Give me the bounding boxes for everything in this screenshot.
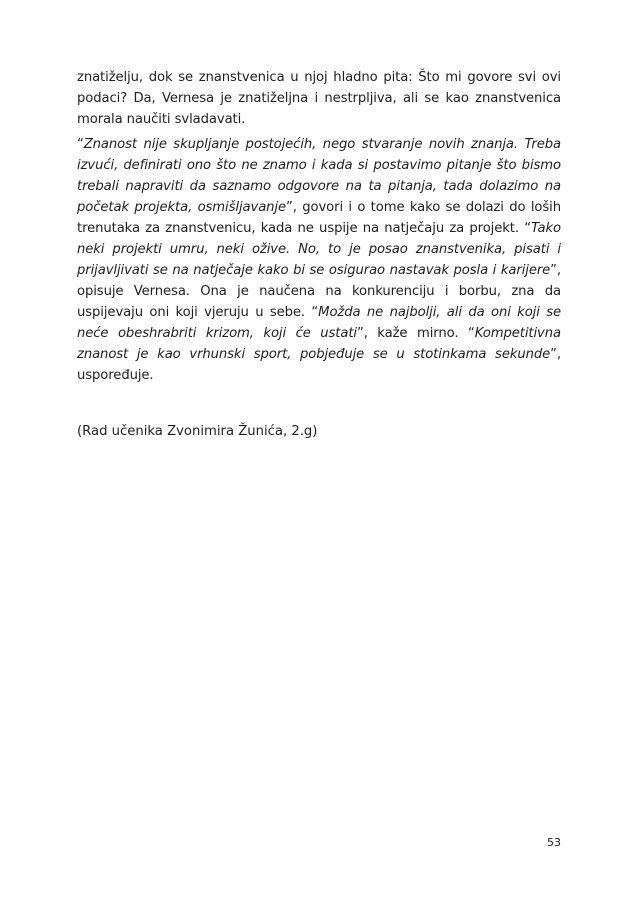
paragraph	[77, 134, 561, 386]
author-credit: (Rad učenika Zvonimira Žunića, 2.g)	[77, 424, 318, 439]
quote-text: Znanost nije skupljanje postojećih, nego stvaranje novih znanja. Treba izvući, definirati ono što ne znamo i kada si postavimo pitanje što bismo trebali napraviti da saznamo odgovore na ta pitanja, tada dolazimo na početak projekta, osmišljavanje	[77, 137, 561, 215]
paragraph-text: ”, kaže mirno. “	[356, 326, 475, 341]
quote-mark: “	[77, 137, 84, 152]
quote-text: Možda ne najbolji, ali da oni koji se neće obeshrabriti krizom, koji će ustati	[77, 305, 561, 341]
paragraph	[77, 67, 561, 130]
page-content	[77, 67, 561, 442]
quote-text: Tako neki projekti umru, neki ožive. No, to je posao znanstvenika, pisati i prijavljivati se na natječaje kako bi se osigurao nastavak posla i karijere	[77, 221, 561, 278]
paragraph-text: ”, opisuje Vernesa. Ona je naučena na konkurenciju i borbu, zna da uspijevaju oni koji vjeruju u sebe. “	[77, 263, 561, 320]
paragraph-text: ”, uspoređuje.	[77, 347, 561, 383]
quote-text: Kompetitivna znanost je kao vrhunski sport, pobjeđuje se u stotinkama sekunde	[77, 326, 561, 362]
paragraph-text: ”, govori i o tome kako se dolazi do loših trenutaka za znanstvenicu, kada ne uspije na natječaju za projekt. “	[77, 200, 561, 236]
page-number: 53	[547, 836, 561, 849]
paragraph-text: znatiželju, dok se znanstvenica u njoj hladno pita: Što mi govore svi ovi podaci? Da, Vernesa je znatiželjna i nestrpljiva, ali se kao znanstvenica morala naučiti svladavati.	[77, 70, 561, 127]
